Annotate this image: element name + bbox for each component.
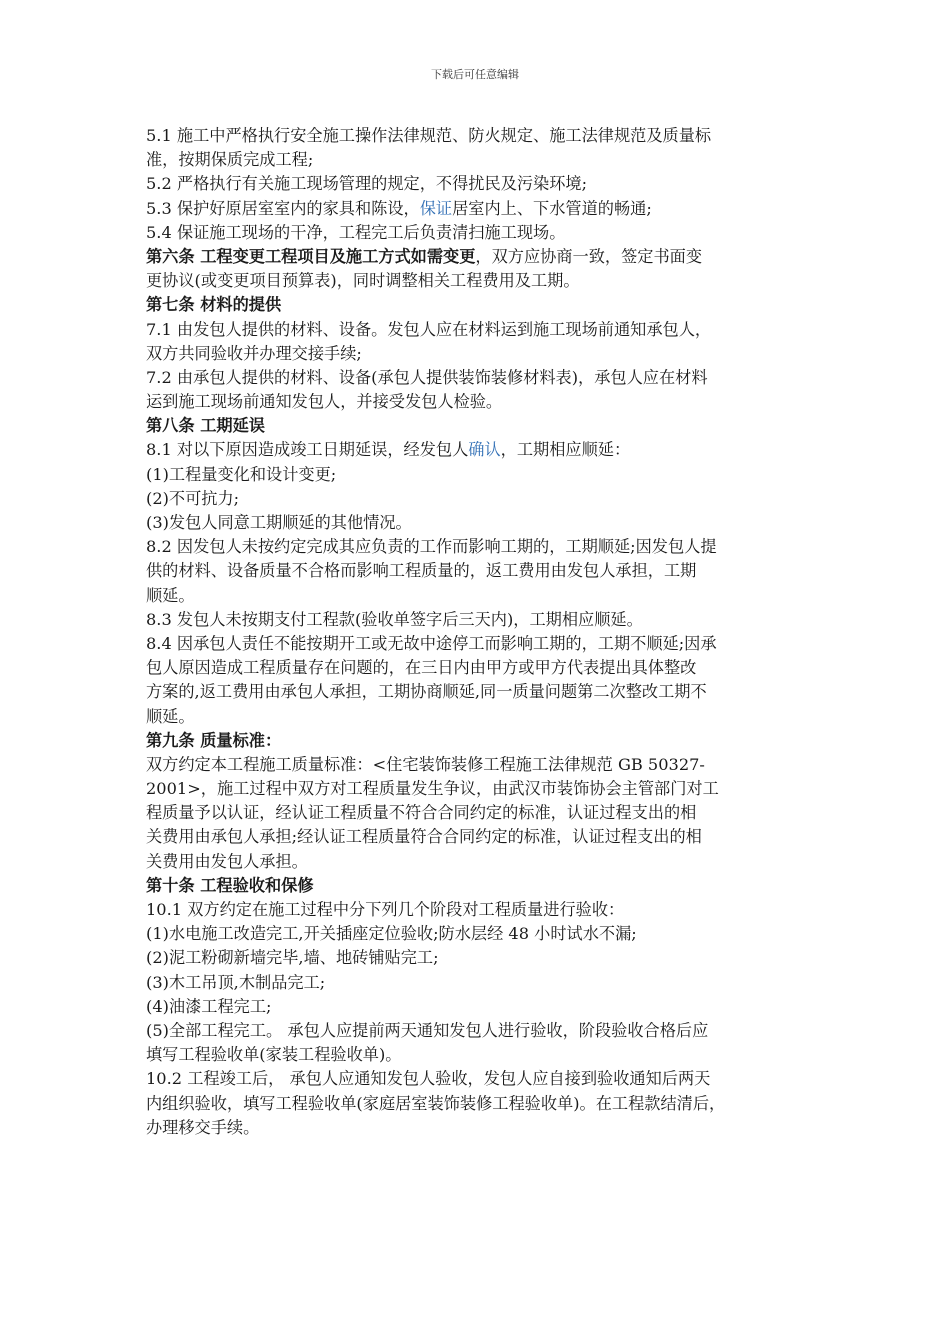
text-run: 8.1 对以下原因造成竣工日期延误，经发包人 <box>146 440 469 460</box>
document-body <box>146 124 816 1140</box>
text-line <box>146 293 816 317</box>
text-run: 10.2 工程竣工后， 承包人应通知发包人验收，发包人应自接到验收通知后两天 <box>146 1069 711 1089</box>
text-run: (5)全部工程完工。 承包人应提前两天通知发包人进行验收，阶段验收合格后应 <box>146 1020 709 1040</box>
text-line <box>146 729 816 753</box>
text-line <box>146 705 816 729</box>
text-line <box>146 584 816 608</box>
text-run: 顺延。 <box>146 585 195 605</box>
page-header: 下载后可任意编辑 <box>431 68 519 81</box>
section-heading: 第十条 工程验收和保修 <box>146 875 314 895</box>
text-line <box>146 777 816 801</box>
text-line <box>146 511 816 535</box>
text-run: 程质量予以认证，经认证工程质量不符合合同约定的标准，认证过程支出的相 <box>146 803 697 823</box>
text-line <box>146 269 816 293</box>
text-run: (1)水电施工改造完工,开关插座定位验收;防水层经 48 小时试水不漏; <box>146 924 637 944</box>
text-line <box>146 390 816 414</box>
text-line <box>146 535 816 559</box>
text-run: 内组织验收，填写工程验收单(家庭居室装饰装修工程验收单)。在工程款结清后， <box>146 1093 726 1113</box>
highlighted-term: 确认 <box>468 440 501 460</box>
text-run: ，工期相应顺延： <box>500 440 631 460</box>
text-line <box>146 124 816 148</box>
text-line <box>146 874 816 898</box>
text-run: (3)发包人同意工期顺延的其他情况。 <box>146 513 412 532</box>
text-line <box>146 1043 816 1067</box>
text-line <box>146 559 816 583</box>
highlighted-term: 保证 <box>419 198 453 218</box>
text-run: 关费用由发包人承担。 <box>146 851 308 871</box>
text-line <box>146 318 816 342</box>
text-line <box>146 148 816 172</box>
text-run: 5.1 施工中严格执行安全施工操作法律规范、防火规定、施工法律规范及质量标 <box>146 126 712 145</box>
text-run: 5.2 严格执行有关施工现场管理的规定，不得扰民及污染环境; <box>146 174 588 194</box>
text-run: 双方约定本工程施工质量标准：<住宅装饰装修工程施工法律规范 GB 50327- <box>146 754 705 774</box>
text-run: 7.2 由承包人提供的材料、设备(承包人提供装饰装修材料表)，承包人应在材料 <box>146 367 708 387</box>
section-heading: 第九条 质量标准： <box>146 730 282 750</box>
text-line <box>146 801 816 825</box>
text-run: (1)工程量变化和设计变更; <box>146 464 337 484</box>
text-run: 方案的,返工费用由承包人承担，工期协商顺延,同一质量问题第二次整改工期不 <box>146 682 707 702</box>
text-line <box>146 172 816 196</box>
text-line <box>146 221 816 245</box>
text-run: 运到施工现场前通知发包人，并接受发包人检验。 <box>146 392 503 412</box>
text-run: (3)木工吊顶,木制品完工; <box>146 972 326 992</box>
text-line <box>146 946 816 970</box>
text-run: 8.3 发包人未按期支付工程款(验收单签字后三天内)，工期相应顺延。 <box>146 609 643 629</box>
text-line <box>146 245 816 269</box>
text-run: 7.1 由发包人提供的材料、设备。发包人应在材料运到施工现场前通知承包人， <box>146 319 712 339</box>
text-line <box>146 632 816 656</box>
text-run: 8.4 因承包人责任不能按期开工或无故中途停工而影响工期的，工期不顺延;因承 <box>146 633 717 653</box>
text-line <box>146 825 816 849</box>
text-line <box>146 342 816 366</box>
text-line <box>146 971 816 995</box>
text-line <box>146 608 816 632</box>
section-heading: 第八条 工期延误 <box>146 416 265 436</box>
text-run: 5.4 保证施工现场的干净，工程完工后负责清扫施工现场。 <box>146 222 566 242</box>
text-run: 顺延。 <box>146 706 195 726</box>
text-run: ，双方应协商一致，签定书面变 <box>475 246 703 266</box>
text-run: 2001>，施工过程中双方对工程质量发生争议，由武汉市装饰协会主管部门对工 <box>146 779 719 799</box>
text-line <box>146 1092 816 1116</box>
text-run: 准，按期保质完成工程; <box>146 150 314 170</box>
text-run: 包人原因造成工程质量存在问题的，在三日内由甲方或甲方代表提出具体整改 <box>146 658 697 678</box>
text-line <box>146 656 816 680</box>
text-run: 双方共同验收并办理交接手续; <box>146 343 362 363</box>
text-line <box>146 1019 816 1043</box>
section-heading: 第七条 材料的提供 <box>146 295 282 315</box>
text-run: 5.3 保护好原居室室内的家具和陈设， <box>146 198 420 218</box>
text-line <box>146 197 816 221</box>
text-line <box>146 414 816 438</box>
text-run: (2)泥工粉砌新墙完毕,墙、地砖铺贴完工; <box>146 948 439 968</box>
text-line <box>146 487 816 511</box>
section-heading: 第六条 工程变更工程项目及施工方式如需变更 <box>146 246 476 266</box>
text-line <box>146 1067 816 1091</box>
text-line <box>146 995 816 1019</box>
text-run: 填写工程验收单(家装工程验收单)。 <box>146 1045 402 1065</box>
text-run: 供的材料、设备质量不合格而影响工程质量的，返工费用由发包人承担，工期 <box>146 561 697 581</box>
text-run: 8.2 因发包人未按约定完成其应负责的工作而影响工期的，工期顺延;因发包人提 <box>146 537 717 557</box>
text-line <box>146 680 816 704</box>
text-line <box>146 438 816 462</box>
text-run: (4)油漆工程完工; <box>146 996 272 1016</box>
text-line <box>146 922 816 946</box>
text-line <box>146 366 816 390</box>
text-run: 关费用由承包人承担;经认证工程质量符合合同约定的标准，认证过程支出的相 <box>146 827 702 847</box>
text-line <box>146 850 816 874</box>
text-line <box>146 898 816 922</box>
text-run: (2)不可抗力; <box>146 488 240 508</box>
text-run: 居室内上、下水管道的畅通; <box>452 198 652 218</box>
text-line <box>146 1116 816 1140</box>
text-line <box>146 753 816 777</box>
text-run: 更协议(或变更项目预算表)，同时调整相关工程费用及工期。 <box>146 271 580 291</box>
text-run: 办理移交手续。 <box>146 1117 260 1137</box>
text-line <box>146 463 816 487</box>
text-run: 10.1 双方约定在施工过程中分下列几个阶段对工程质量进行验收： <box>146 900 625 919</box>
